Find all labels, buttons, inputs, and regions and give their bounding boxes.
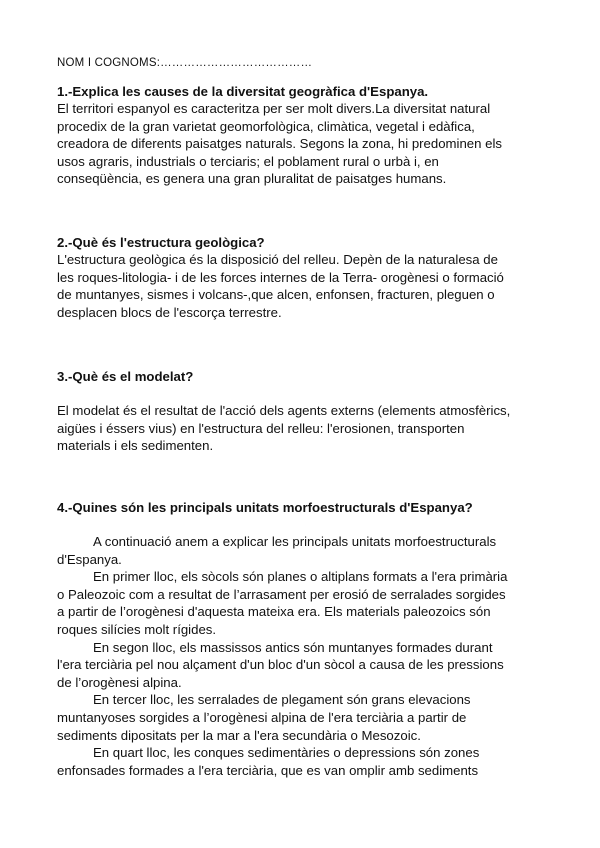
question-1-title: 1.-Explica les causes de la diversitat geogràfica d'Espanya. xyxy=(57,84,429,99)
answer-line: roques silícies molt rígides. xyxy=(57,621,217,637)
answer-line: muntanyoses sorgides a l’orogènesi alpina de l'era terciària a partir de xyxy=(57,709,467,725)
question-4 xyxy=(57,500,547,779)
answer-line: a partir de l’orogènesi d'aquesta mateixa era. Els materials paleozoics són xyxy=(57,604,491,620)
question-3-title: 3.-Què és el modelat? xyxy=(57,369,194,384)
answer-line: En quart lloc, les conques sedimentàries o depressions són zones xyxy=(93,745,480,761)
question-1 xyxy=(57,84,547,188)
question-3 xyxy=(57,369,547,455)
answer-line: de l’orogènesi alpina. xyxy=(57,674,182,690)
answer-line: les roques-litologia- i de les forces internes de la Terra- orogènesi o formació xyxy=(57,269,504,285)
question-4-answer xyxy=(57,533,547,779)
answer-line: o Paleozoic com a resultat de l’arrasament per erosió de serralades sorgides xyxy=(57,586,506,602)
answer-line: d'Espanya. xyxy=(57,551,122,567)
question-4-title: 4.-Quines són les principals unitats morfoestructurals d'Espanya? xyxy=(57,500,473,515)
answer-line: En tercer lloc, les serralades de plegament són grans elevacions xyxy=(93,692,471,708)
answer-line: l'era terciària pel nou alçament d'un bloc d'un sòcol a causa de les pressions xyxy=(57,657,504,673)
answer-line: El territori espanyol es caracteritza per ser molt divers.La diversitat natural xyxy=(57,101,491,116)
question-2 xyxy=(57,235,547,321)
question-1-answer xyxy=(57,100,547,188)
question-2-answer xyxy=(57,251,547,321)
answer-line: sediments dipositats per la mar a l'era secundària o Mesozoic. xyxy=(57,727,421,743)
answer-line: En primer lloc, els sòcols són planes o altiplans formats a l'era primària xyxy=(93,569,508,585)
answer-line: de muntanyes, sismes i volcans-,que alcen, enfonsen, fracturen, pleguen o xyxy=(57,287,495,303)
answer-line: aigües i éssers vius) en l'estructura del relleu: l'erosionen, transporten xyxy=(57,420,465,436)
answer-line: desplacen blocs de l'escorça terrestre. xyxy=(57,304,282,320)
answer-line: L'estructura geològica és la disposició del relleu. Depèn de la naturalesa de xyxy=(57,252,498,267)
answer-line: enfonsades formades a l'era terciària, que es van omplir amb sediments xyxy=(57,762,479,778)
answer-line: A continuació anem a explicar les principals unitats morfoestructurals xyxy=(93,534,497,549)
name-line: NOM I COGNOMS:………………………………… xyxy=(57,57,313,69)
question-2-title: 2.-Què és l'estructura geològica? xyxy=(57,235,265,250)
answer-line: materials i els sedimenten. xyxy=(57,438,214,454)
answer-line: conseqüència, es genera una gran pluralitat de paisatges humans. xyxy=(57,171,447,187)
answer-line: creadora de diferents paisatges naturals. Segons la zona, hi predominen els xyxy=(57,136,502,152)
answer-line: procedix de la gran varietat geomorfològica, climàtica, vegetal i edàfica, xyxy=(57,118,475,134)
answer-line: El modelat és el resultat de l'acció dels agents externs (elements atmosfèrics, xyxy=(57,403,511,418)
answer-line: usos agraris, industrials o terciaris; el poblament rural o urbà i, en xyxy=(57,153,439,169)
answer-line: En segon lloc, els massissos antics són muntanyes formades durant xyxy=(93,639,493,655)
question-3-answer xyxy=(57,402,547,455)
